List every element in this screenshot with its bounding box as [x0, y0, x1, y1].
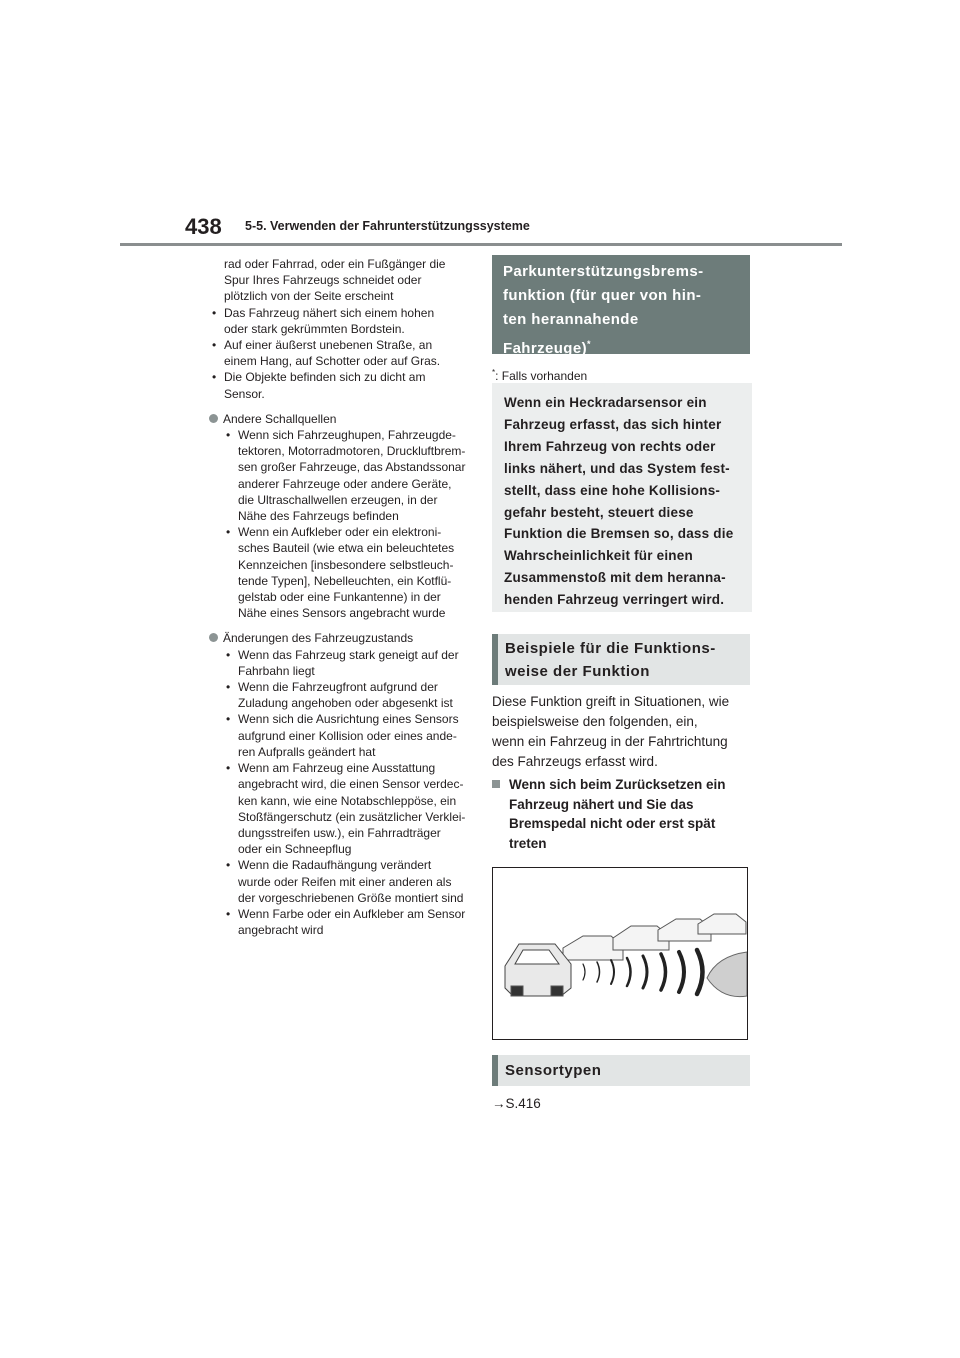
- square-bullet-icon: [492, 780, 500, 788]
- example-subheading: Wenn sich beim Zurücksetzen ein Fahrzeug nähert und Sie das Bremspedal nicht oder erst spät treten: [492, 775, 754, 853]
- chapter-title: 5-5. Verwenden der Fahrunterstützungssysteme: [245, 219, 530, 233]
- list-item: • Wenn ein Aufkleber oder ein elektroni- sches Bauteil (wie etwa ein beleuchtetes Kennzeichen [insbesondere selbstleuch- tende Typen], Nebelleuchten, ein Kotflü- gelstab oder eine Funkantenne) in der Nähe eines Sensors angebracht wurde: [226, 525, 455, 621]
- section-heading-sensor-types: Sensortypen: [492, 1055, 750, 1086]
- page-number: 438: [185, 214, 222, 239]
- asterisk-mark: *: [587, 339, 591, 349]
- reversing-car-radar-icon: [493, 868, 747, 1039]
- list-item: • Wenn sich Fahrzeughupen, Fahrzeugde- tektoren, Motorradmotoren, Druckluftbrem- sen großer Fahrzeuge, das Abstandssonar anderer Fahrzeuge oder andere Geräte, die Ultraschallwellen erzeugen, in der Nähe des Fahrzeugs befinden: [226, 428, 466, 524]
- list-item: • Die Objekte befinden sich zu dicht am Sensor.: [212, 370, 426, 401]
- continued-line: plötzlich von der Seite erscheint: [224, 289, 394, 304]
- list-item: • Wenn sich die Ausrichtung eines Sensors aufgrund einer Kollision oder eines ande- ren Aufpralls geändert hat: [226, 712, 459, 759]
- intro-paragraph: Diese Funktion greift in Situationen, wie beispielsweise den folgenden, ein, wenn ein Fahrzeug in der Fahrtrichtung des Fahrzeugs erfasst wird.: [492, 694, 730, 769]
- list-item: • Wenn das Fahrzeug stark geneigt auf der Fahrbahn liegt: [226, 647, 459, 678]
- group-title: Andere Schallquellen: [223, 411, 337, 426]
- page-reference: →S.416: [492, 1096, 541, 1111]
- continued-line: Spur Ihres Fahrzeugs schneidet oder: [224, 273, 422, 288]
- info-box: Wenn ein Heckradarsensor ein Fahrzeug erfasst, das sich hinter Ihrem Fahrzeug von rechts oder links nähert, und das System fest- stellt, dass eine hohe Kollisions- gefahr besteht, steuert diese Funktion die Bremsen so, dass die Wahrscheinlichkeit für einen Zusammenstoß mit dem heranna- henden Fahrzeug verringert wird.: [492, 383, 752, 612]
- circle-bullet-icon: [209, 633, 218, 642]
- group-other-sound-sources: [209, 411, 471, 622]
- list-item: • Wenn Farbe oder ein Aufkleber am Sensor angebracht wird: [226, 906, 466, 938]
- list-item: • Wenn am Fahrzeug eine Ausstattung angebracht wird, die einen Sensor verdec- ken kann, wie eine Notabschleppöse, ein Stoßfängerschutz (ein zusätzlicher Verklei- dungsstreifen usw.), ein Fahrradträger oder ein Schneepflug: [226, 761, 466, 857]
- left-column: [209, 256, 471, 938]
- feature-title: Parkunterstützungsbrems- funktion (für quer von hin- ten herannahende Fahrzeuge)*: [503, 263, 704, 357]
- header-rule: [120, 243, 842, 246]
- list-item: • Auf einer äußerst unebenen Straße, an einem Hang, auf Schotter oder auf Gras.: [212, 338, 441, 369]
- list-item: • Das Fahrzeug nähert sich einem hohen oder stark gekrümmten Bordstein.: [212, 305, 435, 336]
- continued-line: rad oder Fahrrad, oder ein Fußgänger die: [224, 257, 446, 271]
- group-title: Änderungen des Fahrzeugzustands: [223, 631, 414, 646]
- list-item: • Wenn die Fahrzeugfront aufgrund der Zuladung angehoben oder abgesenkt ist: [226, 680, 453, 711]
- circle-bullet-icon: [209, 414, 218, 423]
- parking-illustration: [492, 867, 748, 1040]
- feature-title-box: [492, 255, 750, 357]
- footnote: *: Falls vorhanden: [492, 368, 588, 383]
- section-heading-examples: Beispiele für die Funktions- weise der Funktion: [492, 634, 750, 685]
- list-item: • Wenn die Radaufhängung verändert wurde oder Reifen mit einer anderen als der vorgeschriebenen Größe montiert sind: [226, 858, 464, 905]
- group-vehicle-condition: [209, 630, 471, 938]
